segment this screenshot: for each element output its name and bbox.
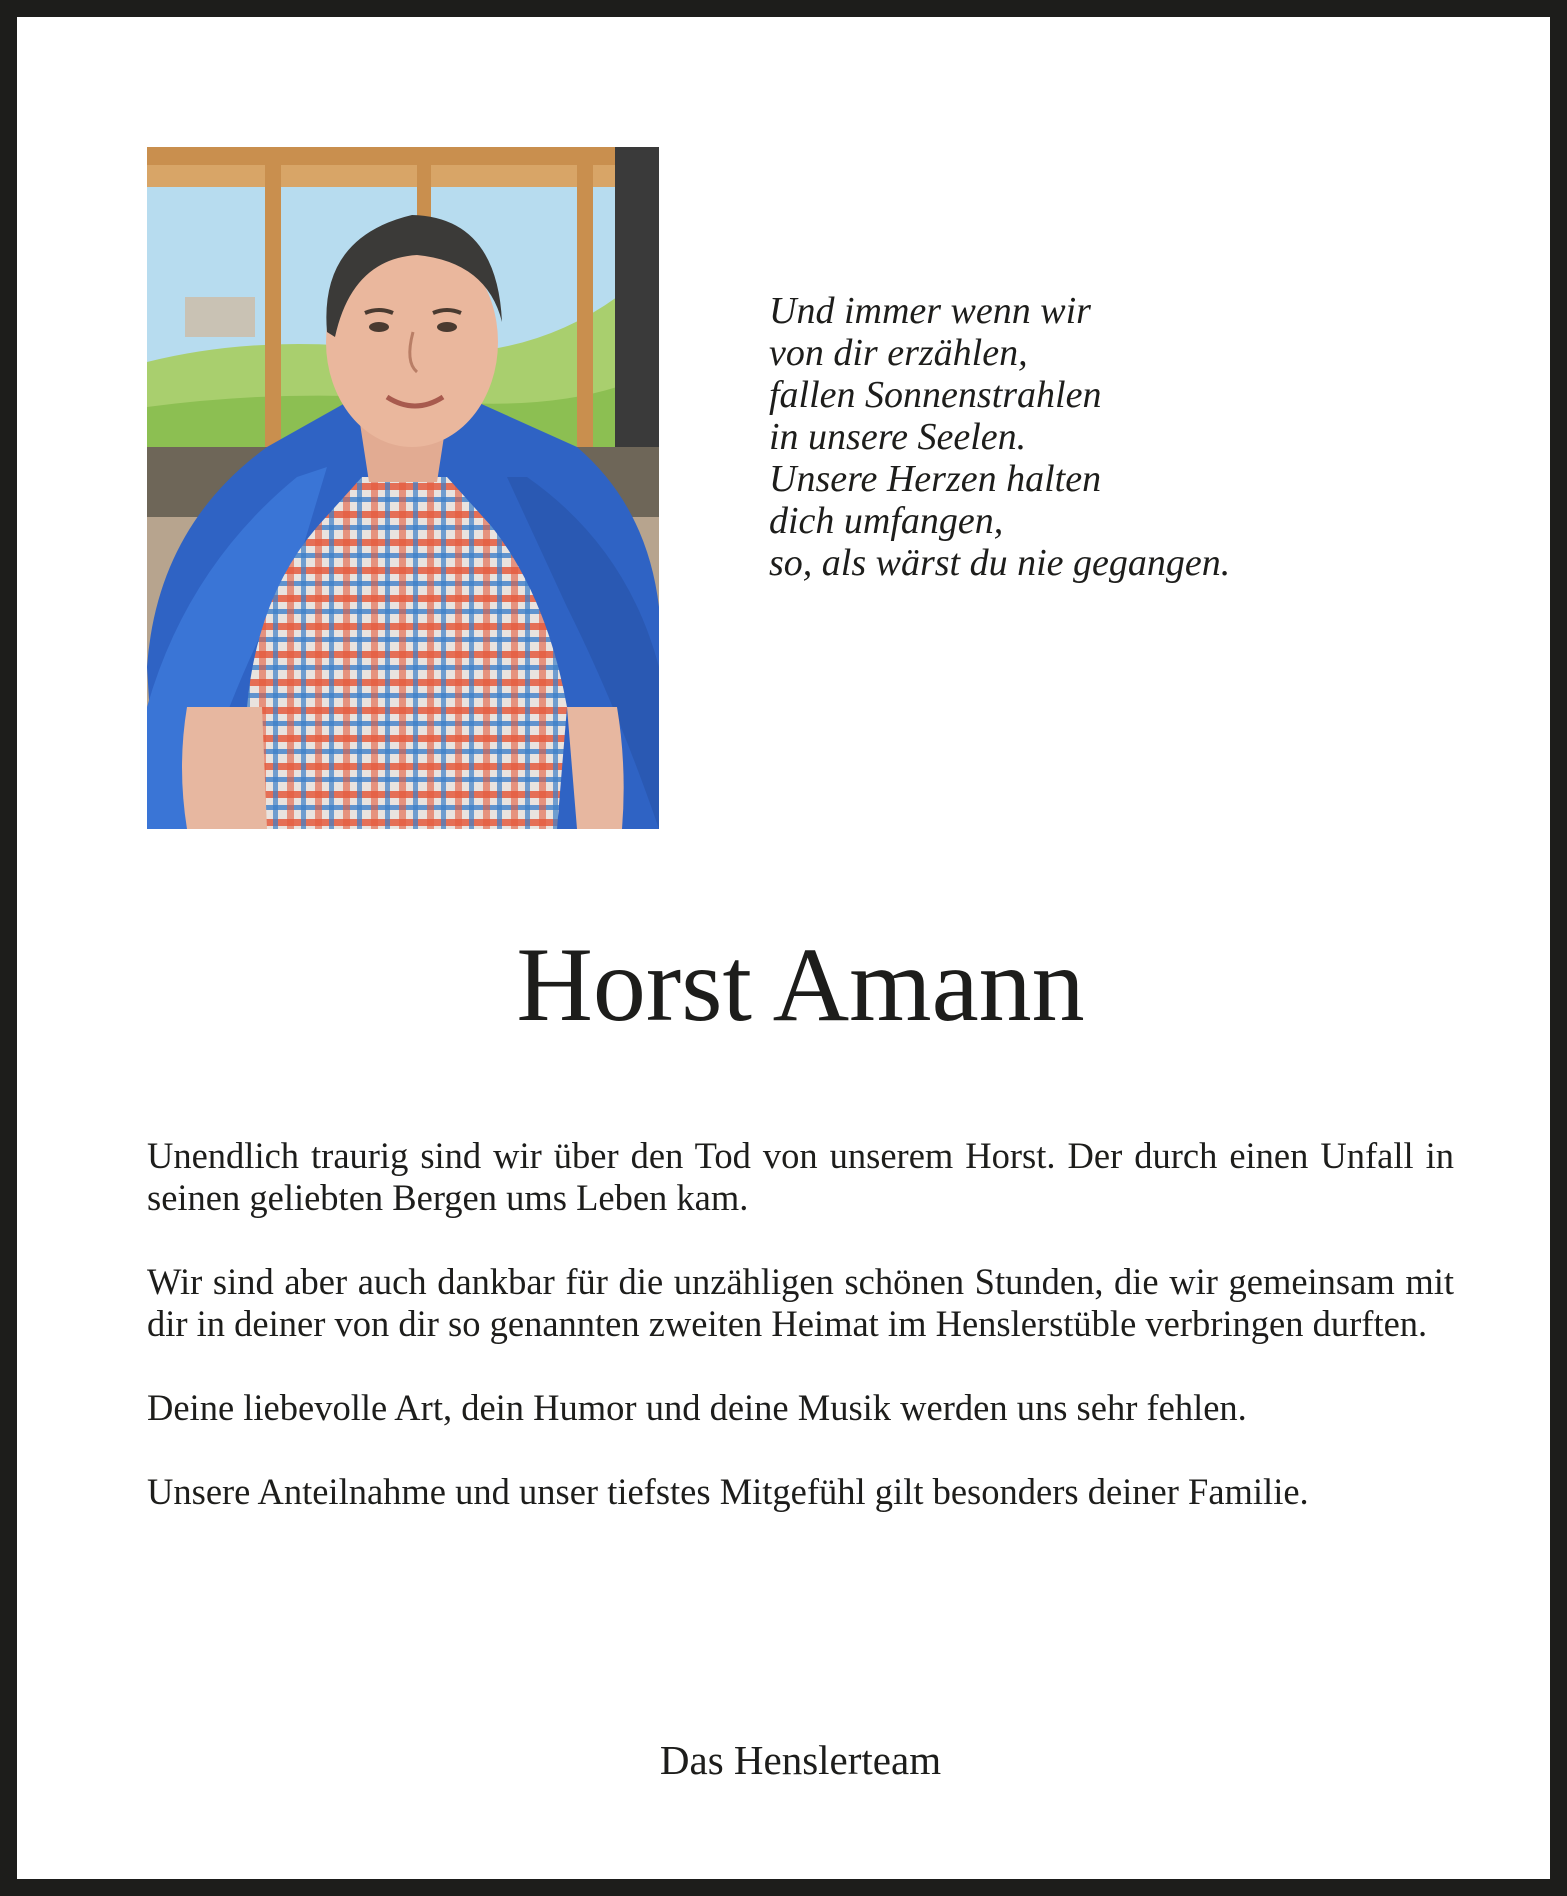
signature: Das Henslerteam bbox=[659, 1737, 942, 1783]
message-paragraph: Unsere Anteilnahme und unser tiefstes Mitgefühl gilt besonders deiner Familie. bbox=[147, 1471, 1309, 1512]
message-paragraph: Unendlich traurig sind wir über den Tod von unserem Horst. Der durch einen Unfall in seinen geliebten Bergen ums Leben kam. bbox=[147, 1135, 1454, 1218]
condolence-message bbox=[147, 1135, 1454, 1555]
poem-line: dich umfangen, bbox=[769, 500, 1004, 542]
memorial-poem bbox=[769, 290, 1369, 584]
poem-line: Unsere Herzen halten bbox=[769, 458, 1102, 500]
portrait-illustration bbox=[147, 147, 659, 829]
poem-line: so, als wärst du nie gegangen. bbox=[769, 542, 1231, 584]
message-paragraph: Deine liebevolle Art, dein Humor und deine Musik werden uns sehr fehlen. bbox=[147, 1387, 1247, 1428]
message-paragraph: Wir sind aber auch dankbar für die unzähligen schönen Stunden, die wir gemeinsam mit dir in deiner von dir so genannten zweiten Heimat im Henslerstüble verbringen durften. bbox=[147, 1261, 1454, 1344]
deceased-name: Horst Amann bbox=[516, 926, 1085, 1043]
poem-line: fallen Sonnenstrahlen bbox=[769, 374, 1102, 416]
portrait-photo bbox=[147, 147, 659, 829]
poem-line: in unsere Seelen. bbox=[769, 416, 1027, 458]
poem-line: Und immer wenn wir bbox=[769, 290, 1091, 332]
poem-line: von dir erzählen, bbox=[769, 332, 1028, 374]
